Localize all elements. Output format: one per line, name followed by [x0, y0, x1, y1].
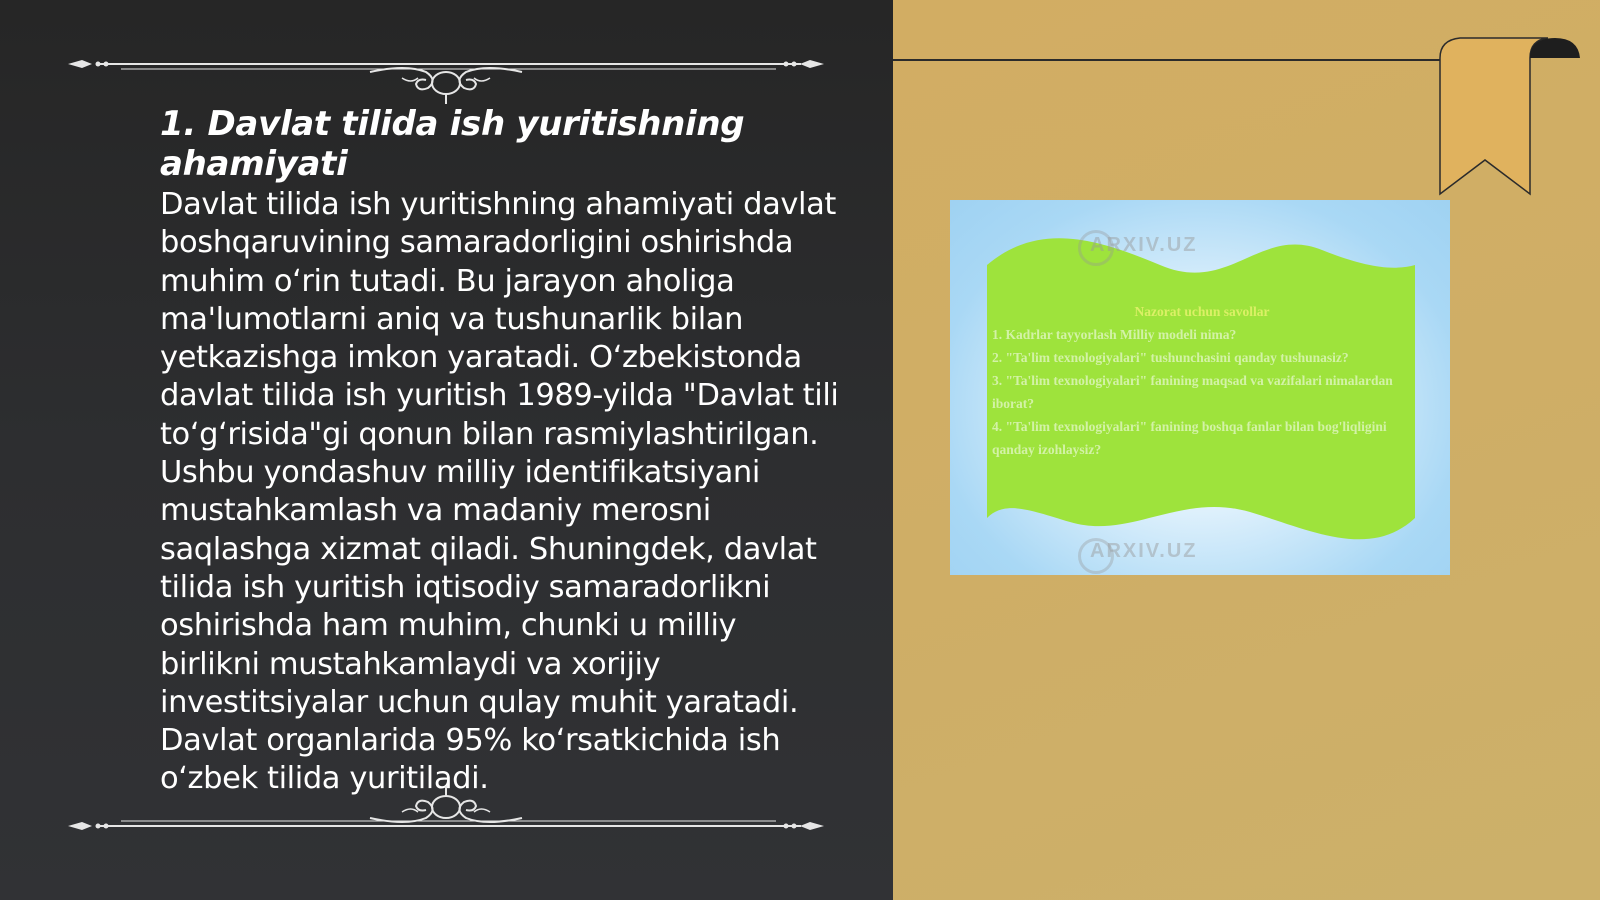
- embedded-slide-image: [950, 200, 1450, 575]
- watermark-top: ARXIV.UZ: [1090, 234, 1198, 256]
- watermark-bottom: ARXIV.UZ: [1090, 540, 1198, 562]
- card-question-4: 4. "Ta'lim texnologiyalari" fanining boshqa fanlar bilan bog'liqligini qanday izohlaysiz?: [992, 419, 1387, 457]
- card-question-1: 1. Kadrlar tayyorlash Milliy modeli nima?: [992, 327, 1237, 342]
- card-question-3: 3. "Ta'lim texnologiyalari" fanining maqsad va vazifalari nimalardan iborat?: [992, 373, 1393, 411]
- card-questions: [992, 300, 1412, 461]
- bookmark-ribbon-icon: [1430, 34, 1600, 204]
- slide-body-text: Davlat tilida ish yuritishning ahamiyati davlat boshqaruvining samaradorligini oshirishda muhim o‘rin tutadi. Bu jarayon aholiga ma'lumotlarni aniq va tushunarlik bilan yetkazishga imkon yaratadi. O‘zbekistonda davlat tilida ish yuritish 1989-yilda "Davlat tili to‘g‘risida"gi qonun bilan rasmiylashtirilgan. Ushbu yondashuv milliy identifikatsiyani mustahkamlash va madaniy merosni saqlashga xizmat qiladi. Shuningdek, davlat tilida ish yuritish iqtisodiy samaradorlikni oshirishda ham muhim, chunki u milliy birlikni mustahkamlaydi va xorijiy investitsiyalar uchun qulay muhit yaratadi. Davlat organlarida 95% ko‘rsatkichida ish o‘zbek tilida yuritiladi.: [160, 187, 839, 797]
- card-question-2: 2. "Ta'lim texnologiyalari" tushunchasini qanday tushunasiz?: [992, 350, 1349, 365]
- top-divider-ornament-icon: [66, 48, 826, 108]
- header-rule: [893, 59, 1453, 61]
- bottom-divider-ornament-icon: [66, 782, 826, 842]
- card-heading: Nazorat uchun savollar: [1134, 304, 1270, 319]
- slide-title: 1. Davlat tilida ish yuritishning ahamiyati: [160, 104, 745, 184]
